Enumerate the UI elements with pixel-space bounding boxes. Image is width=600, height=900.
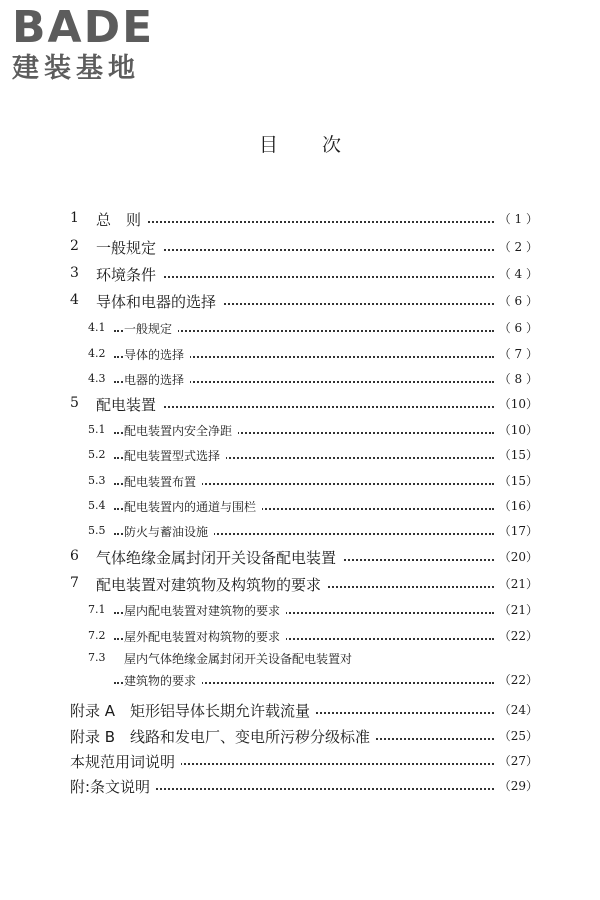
toc-entry-number: 7 — [70, 575, 79, 591]
toc-entry-title: 一般规定 — [124, 320, 178, 337]
toc-entry-title: 导体的选择 — [124, 346, 190, 363]
toc-entry-number: 7.3 — [88, 651, 106, 664]
toc-entry-number: 3 — [70, 265, 79, 281]
toc-entry-title: 气体绝缘金属封闭开关设备配电装置 — [96, 547, 342, 568]
page-title: 目次 — [258, 134, 385, 156]
logo-wordmark: BADE — [12, 2, 155, 53]
toc-entry[interactable] — [88, 519, 538, 541]
toc-leader-dots — [96, 221, 494, 223]
toc-entry-page: （24） — [495, 701, 538, 718]
toc-entry[interactable] — [88, 316, 538, 338]
toc-entry-page: （ 8 ） — [495, 370, 538, 387]
logo — [12, 2, 177, 86]
toc-entry-page: （17） — [495, 522, 538, 539]
toc-entry-title: 总 则 — [96, 209, 147, 230]
toc-entry-number: 6 — [70, 548, 79, 564]
toc-entry-title-continued: 建筑物的要求 — [124, 672, 202, 689]
toc-entry-page: （21） — [495, 575, 538, 592]
toc-entry-number: 5.1 — [88, 423, 106, 436]
toc-entry-number: 2 — [70, 238, 79, 254]
toc-entry-page: （29） — [495, 777, 538, 794]
toc-entry[interactable] — [88, 494, 538, 516]
toc-entry-page: （16） — [495, 497, 538, 514]
toc-entry-title: 环境条件 — [96, 264, 162, 285]
toc-entry-title: 配电装置 — [96, 394, 162, 415]
toc-entry-number: 4.2 — [88, 347, 106, 360]
toc-entry[interactable] — [70, 545, 538, 567]
toc-entry-title: 屋内气体绝缘金属封闭开关设备配电装置对 — [124, 650, 358, 667]
toc-entry-title: 配电装置对建筑物及构筑物的要求 — [96, 574, 327, 595]
toc-entry-title: 配电装置型式选择 — [124, 447, 226, 464]
toc-entry-number: 5.4 — [88, 499, 106, 512]
toc-entry[interactable] — [70, 262, 538, 284]
toc-entry-number: 5.3 — [88, 474, 106, 487]
toc-entry-page: （15） — [495, 446, 538, 463]
toc-entry-title: 一般规定 — [96, 237, 162, 258]
toc-entry[interactable] — [88, 598, 538, 620]
toc-entry-page: （10） — [495, 421, 538, 438]
toc-entry[interactable] — [70, 392, 538, 414]
toc-entry-title: 本规范用词说明 — [70, 751, 181, 772]
toc-entry-page: （ 6 ） — [495, 292, 538, 309]
toc-entry-title: 配电装置布置 — [124, 473, 202, 490]
toc-entry-number: 4.1 — [88, 321, 106, 334]
toc-entry-page: （ 7 ） — [495, 345, 538, 362]
toc-entry-title: 附录 A 矩形铝导体长期允许载流量 — [70, 700, 316, 721]
toc-entry-title: 电器的选择 — [124, 371, 190, 388]
toc-entry-title: 导体和电器的选择 — [96, 291, 222, 312]
toc-entry[interactable] — [88, 469, 538, 491]
toc-entry[interactable] — [70, 289, 538, 311]
toc-entry-title: 配电装置内安全净距 — [124, 422, 238, 439]
toc-entry[interactable] — [88, 624, 538, 646]
toc-entry-number: 5.2 — [88, 448, 106, 461]
toc-entry[interactable] — [70, 207, 538, 229]
toc-entry-page: （ 4 ） — [495, 265, 538, 282]
toc-entry-number: 4 — [70, 292, 79, 308]
toc-entry-title: 附录 B 线路和发电厂、变电所污秽分级标准 — [70, 726, 376, 747]
toc-entry-title: 防火与蓄油设施 — [124, 523, 214, 540]
toc-entry[interactable] — [70, 698, 538, 720]
toc-entry-page: （ 2 ） — [495, 238, 538, 255]
toc-entry-title: 屋内配电装置对建筑物的要求 — [124, 602, 286, 619]
toc-entry-page: （21） — [495, 601, 538, 618]
toc-entry-page: （25） — [495, 727, 538, 744]
toc-entry[interactable] — [70, 724, 538, 746]
toc-entry[interactable] — [70, 235, 538, 257]
toc-entry-page: （ 1 ） — [495, 210, 538, 227]
toc-entry-title: 附:条文说明 — [70, 776, 156, 797]
toc-entry-title: 配电装置内的通道与围栏 — [124, 498, 262, 515]
toc-entry-page: （15） — [495, 472, 538, 489]
toc-entry-page: （27） — [495, 752, 538, 769]
toc-entry[interactable] — [70, 572, 538, 594]
toc-entry-page: （10） — [495, 395, 538, 412]
toc-entry-number: 5.5 — [88, 524, 106, 537]
toc-entry[interactable] — [88, 418, 538, 440]
toc-entry-number: 4.3 — [88, 372, 106, 385]
toc-entry-title: 屋外配电装置对构筑物的要求 — [124, 628, 286, 645]
toc-entry-number: 7.1 — [88, 603, 106, 616]
logo-chinese-name: 建装基地 — [12, 53, 140, 84]
toc-entry[interactable] — [88, 646, 538, 690]
toc-entry[interactable] — [88, 367, 538, 389]
toc-entry-number: 1 — [70, 210, 79, 226]
toc-entry-number: 7.2 — [88, 629, 106, 642]
toc-entry[interactable] — [70, 749, 538, 771]
toc-entry-number: 5 — [70, 395, 79, 411]
toc-entry[interactable] — [88, 342, 538, 364]
toc-entry-page: （22） — [495, 627, 538, 644]
toc-entry-page: （ 6 ） — [495, 319, 538, 336]
toc-entry-page: （22） — [495, 671, 538, 688]
toc-entry-page: （20） — [495, 548, 538, 565]
toc-entry[interactable] — [88, 443, 538, 465]
toc-entry[interactable] — [70, 774, 538, 796]
